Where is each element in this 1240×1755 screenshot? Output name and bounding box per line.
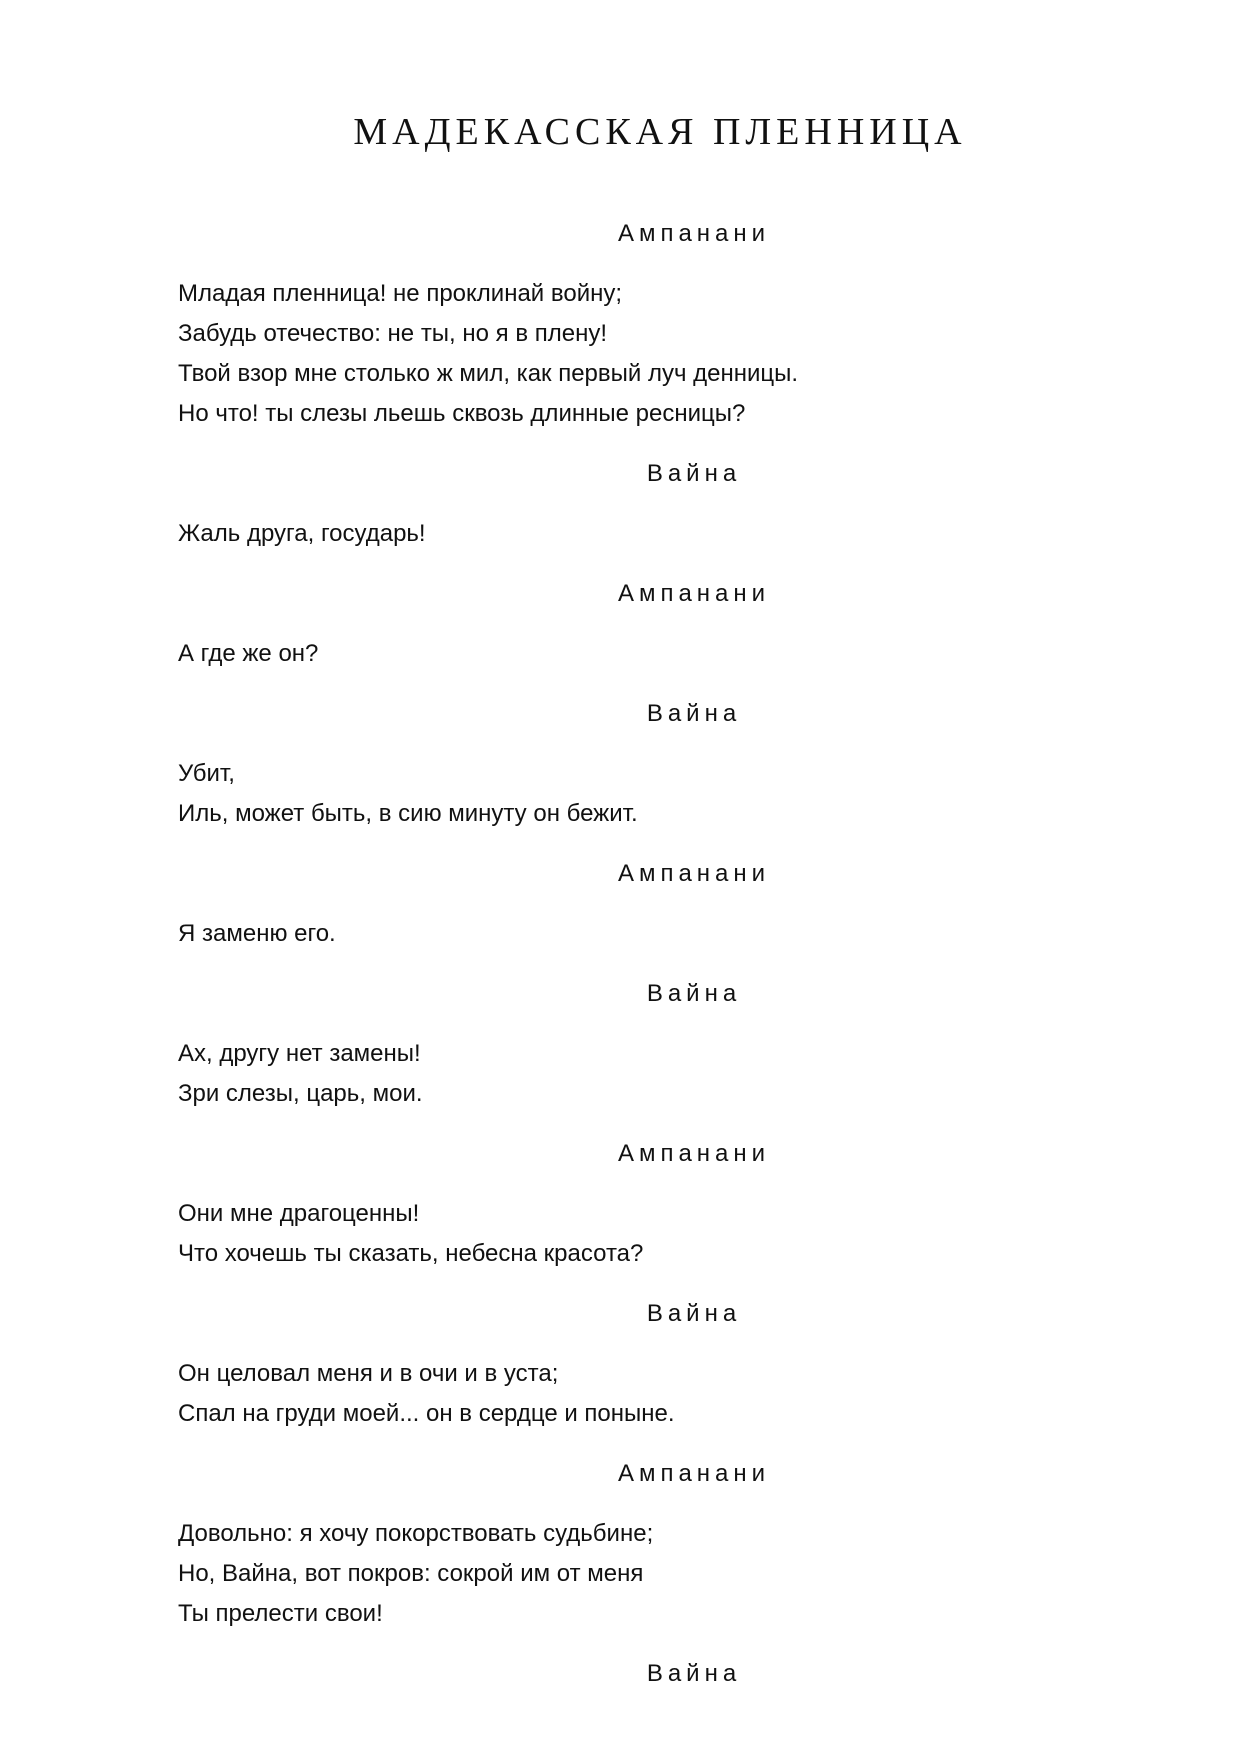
dialogue-block bbox=[178, 214, 1078, 434]
dialogue-block bbox=[178, 1454, 1078, 1634]
dialogue-block bbox=[178, 1134, 1078, 1274]
verse-line: Ты прелести свои! bbox=[178, 1600, 383, 1627]
speech bbox=[178, 1034, 1078, 1114]
verse-line: Они мне драгоценны! bbox=[178, 1200, 420, 1227]
verse-line: Что хочешь ты сказать, небесна красота? bbox=[178, 1240, 644, 1267]
speech bbox=[178, 514, 1078, 554]
speech bbox=[178, 1514, 1078, 1634]
speech bbox=[178, 1354, 1078, 1434]
speaker-name: Вайна bbox=[646, 980, 742, 1007]
dialogue-block bbox=[178, 1654, 1078, 1694]
verse-line: Я заменю его. bbox=[178, 920, 336, 947]
speaker-name: Вайна bbox=[646, 700, 742, 727]
speaker-name: Вайна bbox=[646, 1660, 742, 1687]
poem-title: МАДЕКАССКАЯ ПЛЕННИЦА bbox=[353, 111, 967, 153]
speaker-name: Ампанани bbox=[617, 220, 771, 247]
speech bbox=[178, 274, 1078, 434]
verse-line: Ах, другу нет замены! bbox=[178, 1040, 421, 1067]
verse-line: Убит, bbox=[178, 760, 235, 787]
speech bbox=[178, 754, 1078, 834]
verse-line: Иль, может быть, в сию минуту он бежит. bbox=[178, 800, 638, 827]
verse-line: Твой взор мне столько ж мил, как первый луч денницы. bbox=[178, 360, 799, 387]
verse-line: Он целовал меня и в очи и в уста; bbox=[178, 1360, 559, 1387]
verse-line: Но что! ты слезы льешь сквозь длинные ресницы? bbox=[178, 400, 746, 427]
verse-line: Забудь отечество: не ты, но я в плену! bbox=[178, 320, 608, 347]
speech bbox=[178, 914, 1078, 954]
speaker-name: Вайна bbox=[646, 460, 742, 487]
verse-line: Спал на груди моей... он в сердце и поныне. bbox=[178, 1400, 675, 1427]
speaker-name: Ампанани bbox=[617, 1140, 771, 1167]
dialogue-block bbox=[178, 1294, 1078, 1434]
verse-line: Зри слезы, царь, мои. bbox=[178, 1080, 423, 1107]
dialogue-block bbox=[178, 854, 1078, 954]
speaker-name: Ампанани bbox=[617, 580, 771, 607]
verse-line: Довольно: я хочу покорствовать судьбине; bbox=[178, 1520, 654, 1547]
speaker-name: Ампанани bbox=[617, 1460, 771, 1487]
verse-line: Жаль друга, государь! bbox=[178, 520, 426, 547]
speaker-name: Вайна bbox=[646, 1300, 742, 1327]
dialogue-block bbox=[178, 974, 1078, 1114]
dialogue-block bbox=[178, 574, 1078, 674]
verse-line: Но, Вайна, вот покров: сокрой им от меня bbox=[178, 1560, 644, 1587]
dialogue-block bbox=[178, 454, 1078, 554]
verse-line: Младая пленница! не проклинай войну; bbox=[178, 280, 623, 307]
speech bbox=[178, 634, 1078, 674]
dialogue-block bbox=[178, 694, 1078, 834]
dialogue bbox=[178, 214, 1078, 1714]
verse-line: А где же он? bbox=[178, 640, 319, 667]
speech bbox=[178, 1194, 1078, 1274]
speaker-name: Ампанани bbox=[617, 860, 771, 887]
